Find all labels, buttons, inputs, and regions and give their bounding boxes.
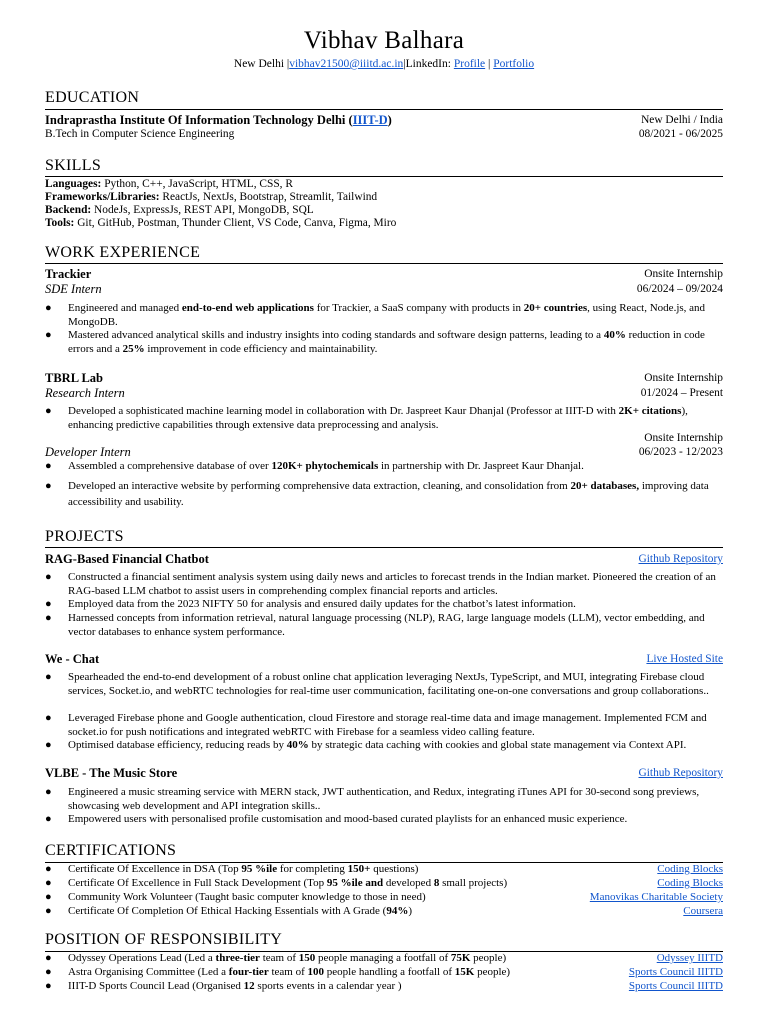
education-dates: 08/2021 - 06/2025 — [638, 128, 723, 140]
tbrl-role2-row — [45, 446, 723, 461]
organization-link[interactable]: Odyssey IIITD — [656, 952, 723, 964]
company-name: TBRL Lab — [45, 371, 104, 385]
projects-heading: PROJECTS — [45, 528, 124, 545]
degree-text: B.Tech in Computer Science Engineering — [45, 128, 235, 140]
job-role: SDE Intern — [45, 282, 102, 296]
tbrl-role-row — [45, 387, 723, 402]
project-wechat-row — [45, 653, 723, 668]
work-heading: WORK EXPERIENCE — [45, 244, 201, 261]
profile-link[interactable]: Profile — [453, 58, 486, 70]
section-divider — [45, 547, 723, 548]
trackier-row — [45, 268, 723, 283]
job-dates: 06/2023 - 12/2023 — [638, 446, 723, 458]
skill-backend: Backend: NodeJs, ExpressJs, REST API, MongoDB, SQL — [45, 204, 314, 216]
tbrl-row — [45, 372, 723, 387]
project-title: VLBE - The Music Store — [45, 766, 178, 780]
project-vlbe-row — [45, 767, 723, 782]
cert-issuer-link[interactable]: Coursera — [683, 905, 723, 917]
section-divider — [45, 263, 723, 264]
location-text: New Delhi — [233, 58, 285, 70]
contact-line: New Delhi |vibhav21500@iiitd.ac.in|LinkedIn: Profile | Portfolio — [233, 58, 535, 70]
education-heading: EDUCATION — [45, 89, 140, 106]
skill-frameworks: Frameworks/Libraries: ReactJs, NextJs, Bootstrap, Streamlit, Tailwind — [45, 191, 378, 203]
cert-issuer-link[interactable]: Coding Blocks — [657, 863, 723, 875]
job-role: Research Intern — [45, 386, 125, 400]
project-title: RAG-Based Financial Chatbot — [45, 552, 209, 566]
email-link[interactable]: vibhav21500@iiitd.ac.in — [289, 58, 404, 70]
job-type: Onsite Internship — [644, 372, 723, 384]
skills-heading: SKILLS — [45, 157, 102, 174]
resume-page: Vibhav Balhara New Delhi |vibhav21500@iiitd.ac.in|LinkedIn: Profile | Portfolio EDUCATION Indraprastha Institute Of Information Technology Delhi (IIIT-D) New Delhi / India B.Tech in Computer Science Engineering 08/2021 - 06/2025 SKILLS Languages: Python, C++, JavaScript, HTML, CSS, R Frameworks/Libraries: ReactJs, NextJs, Bootstrap, Streamlit, Tailwind Backend: NodeJs, ExpressJs, REST API, MongoDB, SQL Tools: Git, GitHub, Postman, Thunder Client, VS Code, Canva, Figma, Miro WORK EXPERIENCE Trackier Onsite Internship SDE Intern 06/2024 – 09/2024 ● Engineered and managed end-to-end web applications for Trackier, a SaaS company with products in 20+ countries, using React, Node.js, and MongoDB. ● Mastered advanced analytical skills and industry insights into coding standards and software design patterns, leading to a 40% reduction in code errors and a 25% improvement in code efficiency and maintainability. TBRL Lab Onsite Internship Research Intern 01/2024 – Present ● Developed a sophisticated machine learning model in collaboration with Dr. Jaspreet Kaur Dhanjal (Professor at IIIT-D with 2K+ citations), enhancing predictive capabilities through extensive data preprocessing and analysis. Onsite Internship Developer Intern 06/2023 - 12/2023 ● Assembled a comprehensive database of over 120K+ phytochemicals in partnership with Dr. Jaspreet Kaur Dhanjal. ● Developed an interactive website by performing comprehensive data extraction, cleaning, and consolidation from 20+ databases, improving data accessibility and usability. PROJECTS RAG-Based Financial Chatbot Github Repository ● Constructed a financial sentiment analysis system using daily news and articles to forecast trends in the Indian market. Pioneered the creation of an RAG-based LLM chatbot to assist users in comprehending complex financial reports and articles. ● Employed data from the 2023 NIFTY 50 for analysis and ensured daily updates for the chatbot’s latest information. ● Harnessed concepts from information retrieval, natural language processing (NLP), RAG, large language models (LLM), vector embedding, and vector databases to enhance system performance. We - Chat Live Hosted Site ● Spearheaded the end-to-end development of a robust online chat application leveraging NextJs, TypeScript, and MUI, integrating Firebase cloud services, Socket.io, and webRTC technologies for real-time user communication, facilitating one-on-one conversations and group collaborations.. ● Leveraged Firebase phone and Google authentication, cloud Firestore and storage real-time data and image management. Implemented FCM and socket.io for push notifications and integrated webRTC with Firebase for a seamless video calling feature. ● Optimised database efficiency, reducing reads by 40% by strategic data caching with cookies and global state management via Context API. VLBE - The Music Store Github Repository ● Engineered a music streaming service with MERN stack, JWT authentication, and Redux, integrating iTunes API for 30-second song previews, showcasing web development and API integration skills.. ● Empowered users with personalised profile customisation and mood-based curated playlists for an enhanced music experience. CERTIFICATIONS ● Certificate Of Excellence in DSA (Top 95 %ile for completing 150+ questions) Coding Blocks ● Certificate Of Excellence in Full Stack Development (Top 95 %ile and developed 8 small projects) Coding Blocks ● Community Work Volunteer (Taught basic computer knowledge to those in need) Manovikas Charitable Society ● Certificate Of Completion Of Ethical Hacking Essentials with A Grade (94%) Coursera POSITION OF RESPONSIBILITY ● Odyssey Operations Lead (Led a three-tier team of 150 people managing a footfall of 75K people) Odyssey IIITD ● Astra Organising Committee (Led a four-tier team of 100 people handling a footfall of 15K people) Sports Council IIITD ● IIIT-D Sports Council Lead (Organised 12 sports events in a calendar year ) Sports Council IIITD — [0, 0, 768, 1024]
project-title: We - Chat — [45, 652, 100, 666]
job-type: Onsite Internship — [644, 268, 723, 280]
responsibility-heading: POSITION OF RESPONSIBILITY — [45, 931, 283, 948]
job-role: Developer Intern — [45, 445, 131, 459]
institution-name: Indraprastha Institute Of Information Technology Delhi (IIIT-D) — [45, 113, 392, 127]
github-repo-link[interactable]: Github Repository — [638, 767, 723, 779]
education-degree-row — [45, 128, 723, 142]
section-divider — [45, 176, 723, 177]
github-repo-link[interactable]: Github Repository — [638, 553, 723, 565]
job-dates: 06/2024 – 09/2024 — [636, 283, 723, 295]
project-rag-row — [45, 553, 723, 568]
iiitd-link[interactable]: IIIT-D — [352, 113, 388, 127]
candidate-name: Vibhav Balhara — [303, 27, 465, 54]
section-divider — [45, 109, 723, 110]
company-name: Trackier — [45, 267, 92, 281]
education-location: New Delhi / India — [641, 114, 723, 126]
skill-languages: Languages: Python, C++, JavaScript, HTML, CSS, R — [45, 178, 293, 190]
organization-link[interactable]: Sports Council IIITD — [628, 966, 723, 978]
cert-issuer-link[interactable]: Manovikas Charitable Society — [589, 891, 723, 903]
trackier-role-row — [45, 283, 723, 298]
cert-issuer-link[interactable]: Coding Blocks — [657, 877, 723, 889]
linkedin-label: LinkedIn: — [405, 58, 451, 70]
education-row — [45, 114, 723, 129]
organization-link[interactable]: Sports Council IIITD — [628, 980, 723, 992]
job-dates: 01/2024 – Present — [640, 387, 723, 399]
live-site-link[interactable]: Live Hosted Site — [646, 653, 723, 665]
skill-tools: Tools: Git, GitHub, Postman, Thunder Client, VS Code, Canva, Figma, Miro — [45, 217, 397, 229]
portfolio-link[interactable]: Portfolio — [493, 58, 535, 70]
certifications-heading: CERTIFICATIONS — [45, 842, 177, 859]
job-type: Onsite Internship — [644, 432, 723, 444]
